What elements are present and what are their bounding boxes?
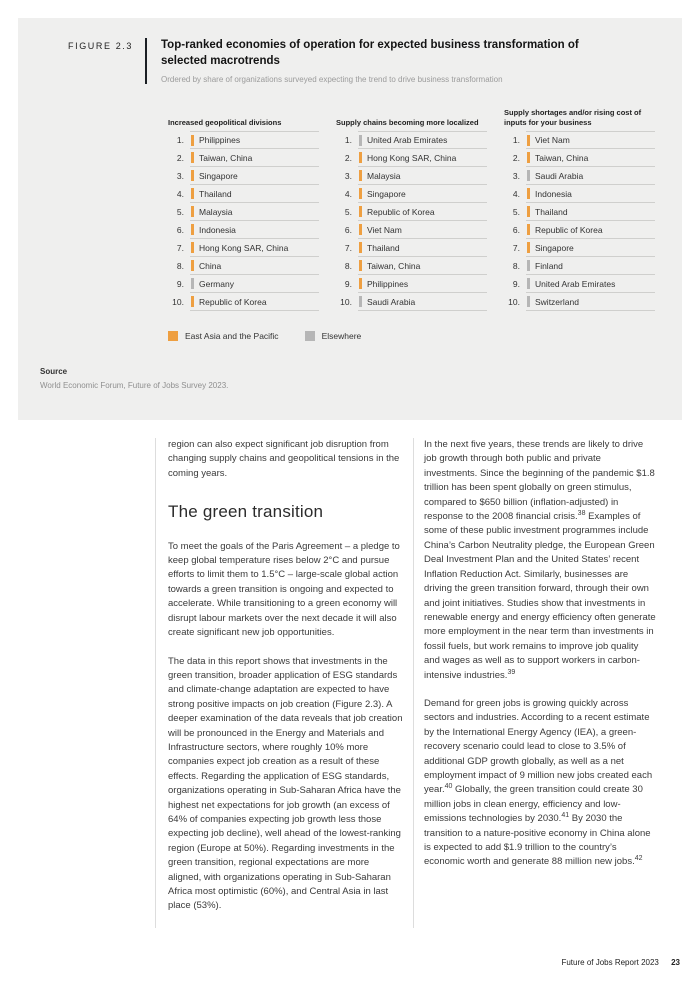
economy-name: Philippines xyxy=(199,135,241,146)
economy-cell xyxy=(526,257,655,275)
region-indicator-bar xyxy=(527,260,530,271)
article-right-column xyxy=(414,438,656,928)
figure-subtitle: Ordered by share of organizations surveyed expecting the trend to drive business transformation xyxy=(161,75,503,85)
economy-cell xyxy=(526,275,655,293)
rank-number: 3. xyxy=(344,171,352,182)
rank-number: 2. xyxy=(344,153,352,164)
body-paragraph: region can also expect significant job disruption from changing supply chains and geopolitical tensions in the coming years. xyxy=(168,439,400,479)
rank-number: 8. xyxy=(344,261,352,272)
article-body xyxy=(155,438,700,928)
legend-item-elsewhere xyxy=(305,331,362,341)
economy-name: Taiwan, China xyxy=(535,152,589,163)
region-indicator-bar xyxy=(359,188,362,199)
figure-title-block xyxy=(161,38,601,84)
ranking-list xyxy=(168,131,319,311)
source-block xyxy=(40,367,682,390)
region-indicator-bar xyxy=(191,296,194,307)
ranking-row xyxy=(168,149,319,167)
economy-cell xyxy=(358,239,487,257)
economy-name: Thailand xyxy=(199,188,232,199)
rank-number: 7. xyxy=(176,243,184,254)
economy-name: Philippines xyxy=(367,278,409,289)
ranking-row xyxy=(336,275,487,293)
region-indicator-bar xyxy=(191,188,194,199)
economy-name: Indonesia xyxy=(199,224,236,235)
rank-number: 7. xyxy=(344,243,352,254)
rank-number: 4. xyxy=(512,189,520,200)
paragraph-text: Demand for green jobs is growing quickly across sectors and industries. According to a recent estimate by the International Energy Agency (IEA), a green-recovery scenario could lead to close to 3.5% of additional GDP growth globally, as well as a net employment impact of 9 million new jobs created each year. xyxy=(424,697,653,796)
economy-name: Singapore xyxy=(535,242,574,253)
economy-cell xyxy=(358,185,487,203)
ranking-row xyxy=(336,203,487,221)
rank-number: 3. xyxy=(176,171,184,182)
economy-name: Germany xyxy=(199,278,234,289)
economy-name: Viet Nam xyxy=(535,135,570,146)
economy-cell xyxy=(358,203,487,221)
economy-name: Indonesia xyxy=(535,188,572,199)
economy-name: Singapore xyxy=(199,170,238,181)
region-indicator-bar xyxy=(527,135,530,146)
economy-name: Thailand xyxy=(535,206,568,217)
ranking-columns xyxy=(168,104,682,311)
ranking-row xyxy=(504,293,655,311)
ranking-column-geopolitical xyxy=(168,104,319,311)
economy-cell xyxy=(190,239,319,257)
ranking-row xyxy=(336,131,487,149)
economy-cell xyxy=(190,131,319,149)
ranking-row xyxy=(168,203,319,221)
region-indicator-bar xyxy=(359,224,362,235)
region-indicator-bar xyxy=(191,224,194,235)
region-indicator-bar xyxy=(359,260,362,271)
economy-cell xyxy=(190,185,319,203)
economy-cell xyxy=(358,293,487,311)
economy-name: United Arab Emirates xyxy=(535,278,616,289)
economy-cell xyxy=(358,167,487,185)
ranking-list xyxy=(504,131,655,311)
rank-number: 4. xyxy=(176,189,184,200)
economy-cell xyxy=(358,221,487,239)
column-header: Supply shortages and/or rising cost of inputs for your business xyxy=(504,107,642,127)
economy-cell xyxy=(526,167,655,185)
rank-number: 9. xyxy=(344,279,352,290)
economy-name: Hong Kong SAR, China xyxy=(367,152,457,163)
region-indicator-bar xyxy=(191,278,194,289)
economy-cell xyxy=(526,149,655,167)
economy-name: Viet Nam xyxy=(367,224,402,235)
region-indicator-bar xyxy=(527,206,530,217)
article-left-column xyxy=(156,438,414,928)
figure-title-divider xyxy=(145,38,147,84)
footer-report-title: Future of Jobs Report 2023 xyxy=(561,958,659,967)
region-indicator-bar xyxy=(359,242,362,253)
ranking-column-supply-shortages xyxy=(504,104,655,311)
rank-number: 1. xyxy=(344,135,352,146)
rank-number: 7. xyxy=(512,243,520,254)
region-indicator-bar xyxy=(359,152,362,163)
economy-cell xyxy=(526,221,655,239)
footnote-ref: 38 xyxy=(577,510,586,518)
legend-label: Elsewhere xyxy=(321,331,362,342)
economy-name: Switzerland xyxy=(535,296,579,307)
region-indicator-bar xyxy=(527,296,530,307)
rank-number: 2. xyxy=(512,153,520,164)
ranking-row xyxy=(336,239,487,257)
rank-number: 5. xyxy=(512,207,520,218)
column-header: Increased geopolitical divisions xyxy=(168,117,282,127)
ranking-row xyxy=(336,257,487,275)
economy-cell xyxy=(358,257,487,275)
ranking-row xyxy=(168,221,319,239)
economy-name: Republic of Korea xyxy=(535,224,603,235)
rank-number: 9. xyxy=(176,279,184,290)
economy-cell xyxy=(358,275,487,293)
ranking-row xyxy=(504,275,655,293)
rank-number: 6. xyxy=(512,225,520,236)
figure-header xyxy=(68,38,682,84)
rank-number: 8. xyxy=(512,261,520,272)
economy-name: China xyxy=(199,260,222,271)
ranking-row xyxy=(168,131,319,149)
ranking-row xyxy=(504,221,655,239)
region-indicator-bar xyxy=(527,242,530,253)
legend-label: East Asia and the Pacific xyxy=(185,331,279,342)
economy-name: Malaysia xyxy=(367,170,401,181)
economy-name: Taiwan, China xyxy=(367,260,421,271)
rank-number: 9. xyxy=(512,279,520,290)
paragraph-text: By 2030 the transition to a nature-positive economy in China alone is expected to add $1.9 trillion to the country’s economic worth and generate 88 million new jobs. xyxy=(424,813,651,868)
rank-number: 3. xyxy=(512,171,520,182)
economy-cell xyxy=(526,293,655,311)
ranking-row xyxy=(504,131,655,149)
legend xyxy=(168,331,682,341)
ranking-row xyxy=(168,167,319,185)
rank-number: 5. xyxy=(176,207,184,218)
economy-name: Republic of Korea xyxy=(199,296,267,307)
ranking-row xyxy=(168,185,319,203)
legend-swatch-elsewhere xyxy=(305,331,315,341)
page-footer xyxy=(561,958,680,967)
footnote-ref: 39 xyxy=(507,668,516,676)
ranking-row xyxy=(168,293,319,311)
economy-name: Thailand xyxy=(367,242,400,253)
column-header: Supply chains becoming more localized xyxy=(336,117,479,127)
economy-cell xyxy=(190,167,319,185)
economy-cell xyxy=(190,203,319,221)
ranking-row xyxy=(504,167,655,185)
rank-number: 8. xyxy=(176,261,184,272)
region-indicator-bar xyxy=(359,206,362,217)
ranking-list xyxy=(336,131,487,311)
paragraph-text: Examples of some of these public investment programmes include China’s Carbon Neutrality pledge, the European Green Deal Investment Plan and the United States’ recent Inflation Reduction Act. Similarly, businesses are driving the green transition forward, through their own and joint initiatives. Studies show that investments in renewable energy and energy efficiency often generate more employment in the near term than investments in fossil fuels, but work remains to improve job quality and wages as well as to support workers in carbon-intensive industries. xyxy=(424,511,656,681)
economy-cell xyxy=(526,185,655,203)
ranking-row xyxy=(504,239,655,257)
region-indicator-bar xyxy=(527,152,530,163)
footnote-ref: 42 xyxy=(634,855,643,863)
region-indicator-bar xyxy=(359,170,362,181)
region-indicator-bar xyxy=(191,135,194,146)
paragraph-text: Globally, the green transition could create 30 million jobs in clean energy, efficiency and low-emissions technologies by 2030. xyxy=(424,784,643,825)
ranking-row xyxy=(336,149,487,167)
body-paragraph xyxy=(424,697,656,870)
region-indicator-bar xyxy=(527,188,530,199)
economy-cell xyxy=(190,257,319,275)
ranking-column-supply-chains xyxy=(336,104,487,311)
ranking-row xyxy=(336,185,487,203)
ranking-row xyxy=(336,167,487,185)
economy-cell xyxy=(526,239,655,257)
body-paragraph: To meet the goals of the Paris Agreement – a pledge to keep global temperature rises below 2°C and pursue efforts to limit them to 1.5°C – large-scale global action towards a green transition is ongoing and expected to accelerate. While transitioning to a green economy will disrupt labour markets over the next decade it will also create significant new job opportunities. xyxy=(168,540,400,639)
source-label: Source xyxy=(40,367,68,377)
rank-number: 10. xyxy=(508,297,520,308)
region-indicator-bar xyxy=(527,170,530,181)
rank-number: 4. xyxy=(344,189,352,200)
body-paragraph: The data in this report shows that investments in the green transition, broader application of ESG standards and climate-change adaptation are expected to have strong positive impacts on job creation (Figure 2.3). A deeper examination of the data reveals that job creation will be pronounced in the Energy and Materials and Infrastructure sectors, where roughly 10% more companies expect job creation as a result of these effects. Regarding the application of ESG standards, organizations operating in Sub-Saharan Africa have the highest net expectations for job growth (an excess of 64% of companies expecting job growth less those expecting job decline), well ahead of the lowest-ranking region (Europe at 50%). Regarding investments in the green transition, regional expectations are more aligned, with organizations operating in Sub-Saharan Africa most optimistic (60%), and Central Asia in last place (53%). xyxy=(168,655,403,912)
economy-cell xyxy=(190,293,319,311)
economy-cell xyxy=(190,275,319,293)
ranking-row xyxy=(168,239,319,257)
economy-name: Republic of Korea xyxy=(367,206,435,217)
ranking-row xyxy=(168,257,319,275)
economy-name: Finland xyxy=(535,260,563,271)
footnote-ref: 41 xyxy=(561,812,570,820)
economy-cell xyxy=(190,149,319,167)
economy-cell xyxy=(190,221,319,239)
ranking-row xyxy=(504,203,655,221)
ranking-row xyxy=(504,257,655,275)
ranking-row xyxy=(504,149,655,167)
region-indicator-bar xyxy=(359,135,362,146)
footer-page-number: 23 xyxy=(671,958,680,967)
region-indicator-bar xyxy=(191,206,194,217)
footnote-ref: 40 xyxy=(444,783,453,791)
economy-cell xyxy=(526,203,655,221)
legend-swatch-east-asia xyxy=(168,331,178,341)
economy-name: Saudi Arabia xyxy=(367,296,416,307)
section-heading: The green transition xyxy=(168,502,324,522)
paragraph-text: In the next five years, these trends are likely to drive job growth through both public and private investments. Since the beginning of the pandemic $1.8 trillion has been spent globally on green stimulus, compared to $650 billion (inflation-adjusted) in response to the 2008 financial crisis. xyxy=(424,439,655,523)
figure-label: FIGURE 2.3 xyxy=(68,41,134,51)
ranking-row xyxy=(168,275,319,293)
economy-name: Singapore xyxy=(367,188,406,199)
rank-number: 5. xyxy=(344,207,352,218)
economy-name: Taiwan, China xyxy=(199,152,253,163)
rank-number: 10. xyxy=(172,297,184,308)
economy-name: Saudi Arabia xyxy=(535,170,584,181)
ranking-row xyxy=(336,293,487,311)
region-indicator-bar xyxy=(527,224,530,235)
economy-cell xyxy=(358,131,487,149)
region-indicator-bar xyxy=(191,152,194,163)
economy-cell xyxy=(358,149,487,167)
rank-number: 10. xyxy=(340,297,352,308)
rank-number: 2. xyxy=(176,153,184,164)
ranking-row xyxy=(504,185,655,203)
rank-number: 6. xyxy=(344,225,352,236)
economy-name: United Arab Emirates xyxy=(367,135,448,146)
body-paragraph xyxy=(424,438,656,683)
source-text: World Economic Forum, Future of Jobs Survey 2023. xyxy=(40,381,229,391)
rank-number: 6. xyxy=(176,225,184,236)
region-indicator-bar xyxy=(359,296,362,307)
region-indicator-bar xyxy=(191,260,194,271)
rank-number: 1. xyxy=(176,135,184,146)
figure-panel xyxy=(18,18,682,420)
economy-cell xyxy=(526,131,655,149)
region-indicator-bar xyxy=(191,170,194,181)
region-indicator-bar xyxy=(191,242,194,253)
ranking-row xyxy=(336,221,487,239)
region-indicator-bar xyxy=(359,278,362,289)
figure-title: Top-ranked economies of operation for expected business transformation of selected macrotrends xyxy=(161,39,579,67)
region-indicator-bar xyxy=(527,278,530,289)
economy-name: Hong Kong SAR, China xyxy=(199,242,289,253)
rank-number: 1. xyxy=(512,135,520,146)
legend-item-east-asia xyxy=(168,331,279,341)
economy-name: Malaysia xyxy=(199,206,233,217)
